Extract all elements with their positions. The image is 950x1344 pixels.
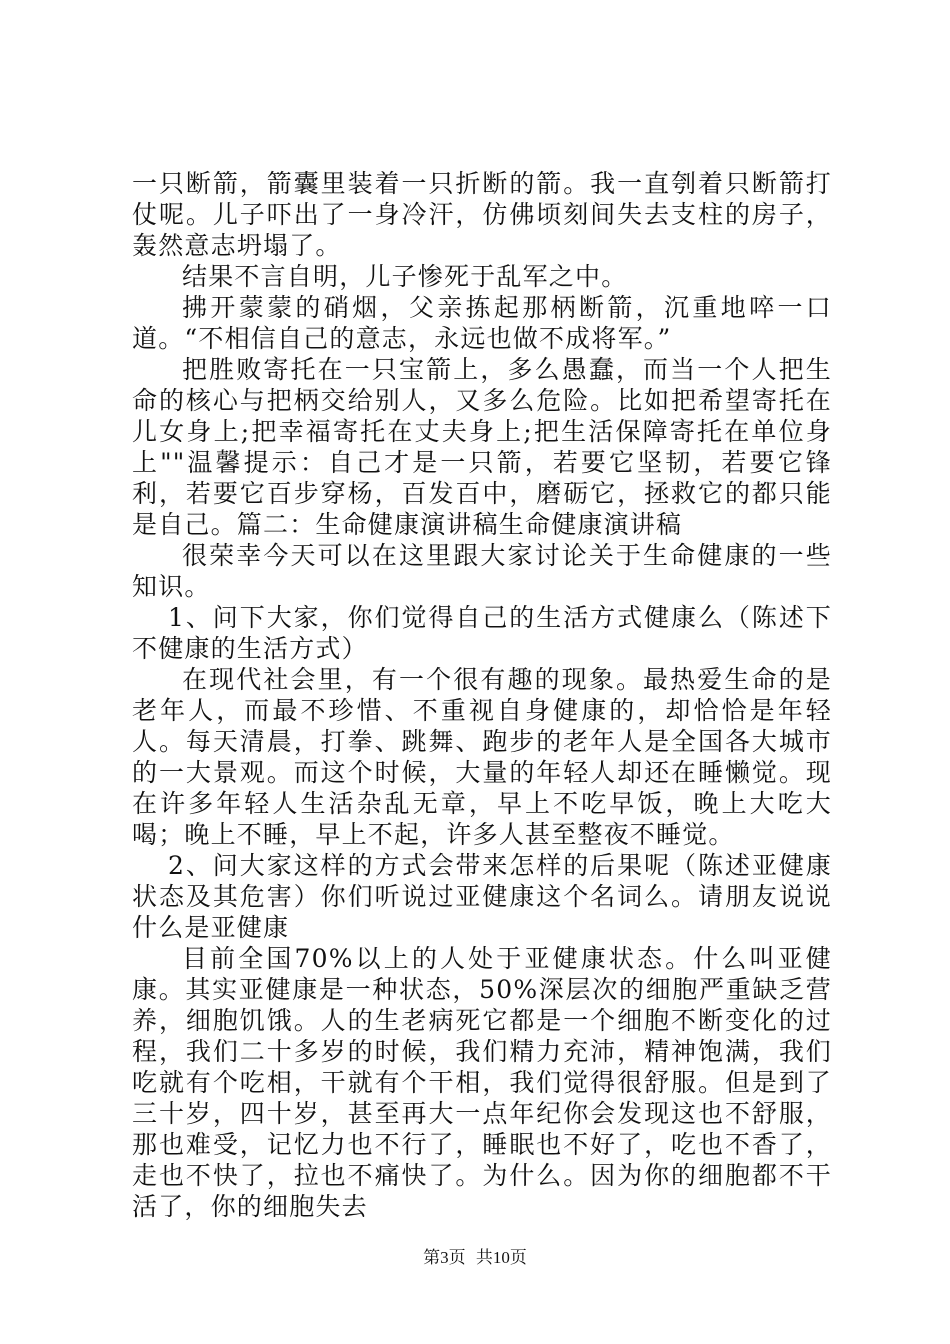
paragraph-question-2: 2、问大家这样的方式会带来怎样的后果呢（陈述亚健康状态及其危害）你们听说过亚健康这个名词么。请朋友说说什么是亚健康 — [132, 851, 832, 942]
paragraph-father-words: 拂开蒙蒙的硝烟，父亲拣起那柄断箭，沉重地啐一口道。“不相信自己的意志，永远也做不成将军。” — [132, 293, 832, 353]
paragraph-subhealth: 目前全国70%以上的人处于亚健康状态。什么叫亚健康。其实亚健康是一种状态，50%深层次的细胞严重缺乏营养，细胞饥饿。人的生老病死它都是一个细胞不断变化的过程，我们二十多岁的时候，我们精力充沛，精神饱满，我们吃就有个吃相，干就有个干相，我们觉得很舒服。但是到了三十岁，四十岁，甚至再大一点年纪你会发现这也不舒服，那也难受，记忆力也不行了，睡眠也不好了，吃也不香了，走也不快了，拉也不痛快了。为什么。因为你的细胞都不干活了，你的细胞失去 — [132, 944, 832, 1221]
paragraph-question-1: 1、问下大家，你们觉得自己的生活方式健康么（陈述下不健康的生活方式） — [132, 603, 832, 663]
document-body — [132, 168, 832, 1222]
page-total: 共10页 — [475, 1248, 527, 1267]
page-number: 第3页 — [423, 1248, 466, 1267]
paragraph-speech-intro: 很荣幸今天可以在这里跟大家讨论关于生命健康的一些知识。 — [132, 541, 832, 601]
paragraph-broken-arrow: 一只断箭，箭囊里装着一只折断的箭。我一直刳着只断箭打仗呢。儿子吓出了一身冷汗，仿佛顷刻间失去支柱的房子，轰然意志坍塌了。 — [132, 169, 832, 260]
paragraph-moral: 把胜败寄托在一只宝箭上，多么愚蠢，而当一个人把生命的核心与把柄交给别人，又多么危险。比如把希望寄托在儿女身上;把幸福寄托在丈夫身上;把生活保障寄托在单位身上""温馨提示：自己才是一只箭，若要它坚韧，若要它锋利，若要它百步穿杨，百发百中，磨砺它，拯救它的都只能是自己。篇二：生命健康演讲稿生命健康演讲稿 — [132, 355, 832, 539]
paragraph-modern-society: 在现代社会里，有一个很有趣的现象。最热爱生命的是老年人，而最不珍惜、不重视自身健康的，却恰恰是年轻人。每天清晨，打拳、跳舞、跑步的老年人是全国各大城市的一大景观。而这个时候，大量的年轻人却还在睡懒觉。现在许多年轻人生活杂乱无章，早上不吃早饭，晚上大吃大喝；晚上不睡，早上不起，许多人甚至整夜不睡觉。 — [132, 665, 832, 849]
paragraph-son-died: 结果不言自明，儿子惨死于乱军之中。 — [182, 262, 628, 291]
page-footer — [0, 1243, 950, 1268]
